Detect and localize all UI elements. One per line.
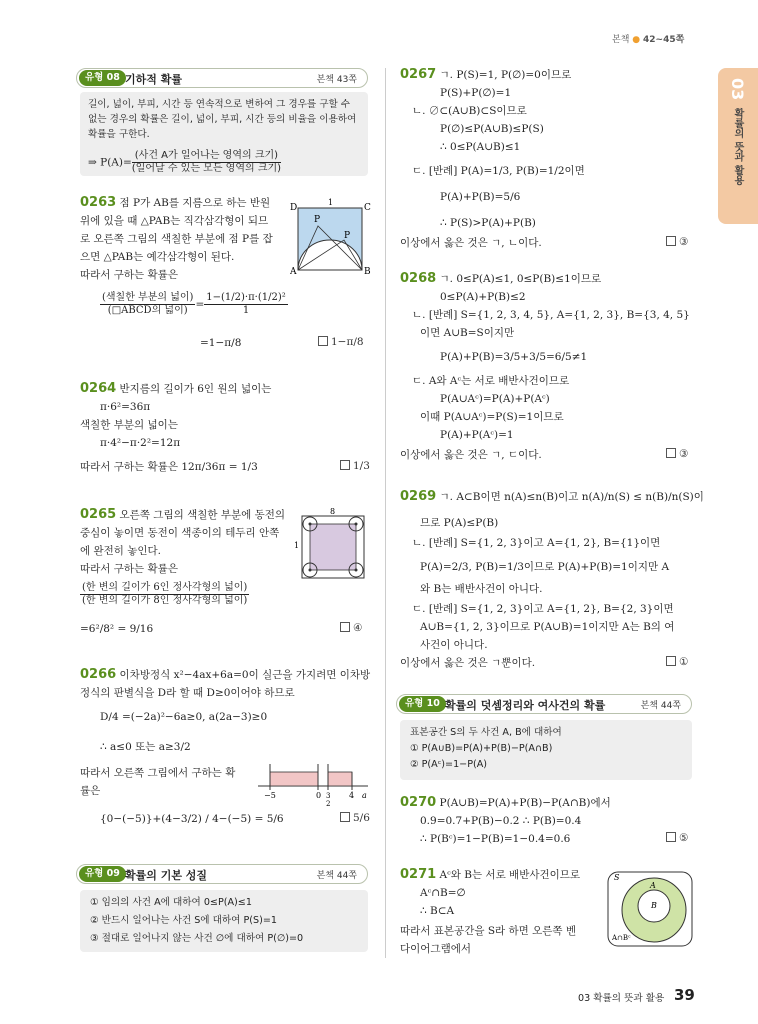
section-header-08: 유형 08 기하적 확률 본책 43쪽 [76, 68, 368, 88]
label-P: P [314, 215, 321, 225]
text-line: 으면 △PAB는 예각삼각형이 된다. [80, 251, 235, 263]
answer-0268: ③ [666, 448, 688, 460]
problem-0269: 0269 ㄱ. A⊂B이면 n(A)≤n(B)이고 n(A)/n(S) ≤ n(B)/n(S)이 [400, 489, 704, 504]
problem-0268: 0268 ㄱ. 0≤P(A)≤1, 0≤P(B)≤1이므로 [400, 271, 602, 286]
text-line: 중심이 놓이면 동전이 색종이의 테두리 안쪽 [80, 527, 280, 539]
problem-0264: 0264 반지름의 길이가 6인 원의 넓이는 [80, 381, 272, 396]
text-line: 따라서 구하는 확률은 [80, 563, 178, 575]
text-line: ㄷ. A와 Aᶜ는 서로 배반사건이므로 [412, 375, 570, 387]
page-number: 39 [674, 986, 695, 1004]
text-line: P(A∪Aᶜ)=P(A)+P(Aᶜ) [440, 393, 550, 405]
chapter-title: 확률의 뜻과 활용 [732, 108, 743, 185]
concept-formula: ⇒ P(A)= $\frac{\text{(사건 A가 일어나는 영역의 크기)}}{\text{(일어날 수 있는 모든 영역의 크기)}}$ [88, 150, 282, 174]
text-line: 이상에서 옳은 것은 ㄱ, ㄷ이다. [400, 449, 542, 461]
column-divider [385, 68, 386, 958]
text-line: {0−(−5)}+(4−3/2) / 4−(−5) = 5/6 [100, 813, 284, 825]
concept-item: ① 임의의 사건 A에 대하여 0≤P(A)≤1 [90, 897, 252, 908]
text-line: 따라서 구하는 확률은 [80, 269, 178, 281]
label-A-cap-Bc: A∩Bᶜ [612, 934, 631, 942]
chapter-number: 03 [728, 78, 747, 101]
answer-0266: 5/6 [340, 812, 370, 824]
chapter-side-tab[interactable] [718, 68, 758, 224]
label-A: A [290, 267, 297, 277]
answer-0265: ④ [340, 622, 362, 634]
problem-0263: 0263 점 P가 AB를 지름으로 하는 반원 [80, 195, 271, 210]
formula-0263: $\frac{\text{(색칠한 부분의 넓이)}}{\text{(□ABCD의 넓이)}}$ = $\frac{\text{1−(1/2)·π·(1/2)²}}{1}$ [102, 292, 286, 316]
text-line: Aᶜ∩B=∅ [420, 887, 466, 899]
answer-0269: ① [666, 656, 688, 668]
tick-3: 3 [326, 792, 331, 800]
concept-item: ③ 절대로 일어나지 않는 사건 ∅에 대하여 P(∅)=0 [90, 933, 304, 944]
text-line: 이상에서 옳은 것은 ㄱ, ㄴ이다. [400, 237, 542, 249]
text-line: 이상에서 옳은 것은 ㄱ뿐이다. [400, 657, 536, 669]
text-line: 정식의 판별식을 D라 할 때 D≥0이어야 하므로 [80, 687, 295, 699]
text-line: ∴ P(S)>P(A)+P(B) [440, 217, 536, 229]
problem-0271: 0271 Aᶜ와 B는 서로 배반사건이므로 [400, 867, 581, 882]
text-line: P(A)+P(Aᶜ)=1 [440, 429, 514, 441]
text-line: 이면 A∪B=S이지만 [420, 327, 515, 339]
concept-item: 표본공간 S의 두 사건 A, B에 대하여 [410, 727, 562, 738]
text-line: ∴ P(Bᶜ)=1−P(B)=1−0.4=0.6 [420, 833, 571, 845]
text-line: 따라서 표본공간을 S라 하면 오른쪽 벤 [400, 925, 577, 937]
section-header-09: 유형 09 확률의 기본 성질 본책 44쪽 [76, 864, 368, 884]
label-8: 8 [330, 508, 336, 516]
tick-2: 2 [326, 800, 331, 808]
text-line: π·6²=36π [100, 401, 151, 413]
tick-4: 4 [349, 791, 355, 800]
label-P: P [344, 231, 351, 241]
axis-a: a [362, 791, 367, 800]
text-line: ㄴ. [반례] S={1, 2, 3, 4, 5}, A={1, 2, 3}, B={3, 4, 5} [412, 309, 690, 321]
text-line: A∪B={1, 2, 3}이므로 P(A∪B)=1이지만 A는 B의 여 [420, 621, 675, 633]
text-line: 0≤P(A)+P(B)≤2 [440, 291, 526, 303]
label-1: 1 [328, 198, 334, 207]
text-line: P(S)+P(∅)=1 [440, 87, 512, 99]
text-line: P(∅)≤P(A∪B)≤P(S) [440, 123, 544, 135]
tick-0: 0 [316, 791, 322, 800]
figure-0266-numberline [256, 760, 372, 808]
text-line: P(A)+P(B)=5/6 [440, 191, 521, 203]
tick-minus5: −5 [264, 791, 276, 800]
header-book-ref: 본책 ● 42~45쪽 [612, 35, 685, 45]
concept-item: ① P(A∪B)=P(A)+P(B)−P(A∩B) [410, 743, 553, 754]
text-line: 이때 P(A∪Aᶜ)=P(S)=1이므로 [420, 411, 564, 423]
text-line: 로 오른쪽 그림의 색칠한 부분에 점 P를 잡 [80, 233, 273, 245]
label-B: B [651, 901, 657, 910]
footer-chapter: 03 확률의 뜻과 활용 [578, 993, 665, 1004]
answer-0263: 1−π/8 [318, 336, 364, 348]
problem-0267: 0267 ㄱ. P(S)=1, P(∅)=0이므로 [400, 67, 572, 82]
text-line: D/4 =(−2a)²−6a≥0, a(2a−3)≥0 [100, 711, 268, 723]
text-line: =1−π/8 [200, 337, 242, 349]
text-line: ㄷ. [반례] S={1, 2, 3}이고 A={1, 2}, B={2, 3}이면 [412, 603, 674, 615]
label-C: C [364, 203, 371, 213]
label-1: 1 [294, 541, 300, 550]
text-line: π·4²−π·2²=12π [100, 437, 181, 449]
concept-text: 없는 경우의 확률은 길이, 넓이, 부피, 시간 등의 비율을 이용하여 [88, 114, 357, 125]
formula-0265: $\frac{\text{(한 변의 길이가 6인 정사각형의 넓이)}}{\text{(한 변의 길이가 8인 정사각형의 넓이)}}$ [82, 582, 248, 606]
figure-0265-square [292, 508, 372, 588]
text-line: ∴ 0≤P(A∪B)≤1 [440, 141, 521, 153]
label-S: S [614, 873, 620, 882]
concept-item: ② 반드시 일어나는 사건 S에 대하여 P(S)=1 [90, 915, 277, 926]
text-line: ㄴ. [반례] S={1, 2, 3}이고 A={1, 2}, B={1}이면 [412, 537, 661, 549]
figure-0263-square [290, 196, 372, 278]
text-line: 다이어그램에서 [400, 943, 472, 955]
text-line: 0.9=0.7+P(B)−0.2 ∴ P(B)=0.4 [420, 815, 582, 827]
text-line: ∴ a≤0 또는 a≥3/2 [100, 741, 191, 753]
concept-text: 확률을 구한다. [88, 129, 150, 140]
text-line: 에 완전히 놓인다. [80, 545, 162, 557]
text-line: 므로 P(A)≤P(B) [420, 517, 499, 529]
text-line: 따라서 오른쪽 그림에서 구하는 확 [80, 767, 236, 779]
answer-0270: ⑤ [666, 832, 688, 844]
label-D: D [290, 203, 298, 213]
text-line: P(A)+P(B)=3/5+3/5=6/5≠1 [440, 351, 588, 363]
text-line: ∴ B⊂A [420, 905, 455, 917]
problem-0265: 0265 오른쪽 그림의 색칠한 부분에 동전의 [80, 507, 286, 522]
text-line: 와 B는 배반사건이 아니다. [420, 583, 543, 595]
section-header-10: 유형 10 확률의 덧셈정리와 여사건의 확률 본책 44쪽 [396, 694, 692, 714]
text-line: =6²/8² = 9/16 [80, 623, 154, 635]
text-line: 률은 [80, 785, 101, 797]
text-line: ㄷ. [반례] P(A)=1/3, P(B)=1/2이면 [412, 165, 585, 177]
label-B: B [364, 267, 371, 277]
figure-0271-venn [606, 868, 694, 948]
text-line: 색칠한 부분의 넓이는 [80, 419, 178, 431]
problem-0270: 0270 P(A∪B)=P(A)+P(B)−P(A∩B)에서 [400, 795, 611, 810]
text-line: P(A)=2/3, P(B)=1/3이므로 P(A)+P(B)=1이지만 A [420, 561, 670, 573]
label-A: A [650, 881, 656, 890]
answer-0267: ③ [666, 236, 688, 248]
concept-text: 길이, 넓이, 부피, 시간 등 연속적으로 변하여 그 경우를 구할 수 [88, 99, 351, 110]
text-line: 위에 있을 때 △PAB는 직각삼각형이 되므 [80, 215, 269, 227]
problem-0266: 0266 이차방정식 x²−4ax+6a=0이 실근을 가지려면 이차방 [80, 667, 371, 682]
text-line: 따라서 구하는 확률은 12π/36π = 1/3 [80, 461, 258, 473]
text-line: ㄴ. ∅⊂(A∪B)⊂S이므로 [412, 105, 527, 117]
concept-item: ② P(Aᶜ)=1−P(A) [410, 759, 488, 770]
answer-0264: 1/3 [340, 460, 370, 472]
text-line: 사건이 아니다. [420, 639, 488, 651]
